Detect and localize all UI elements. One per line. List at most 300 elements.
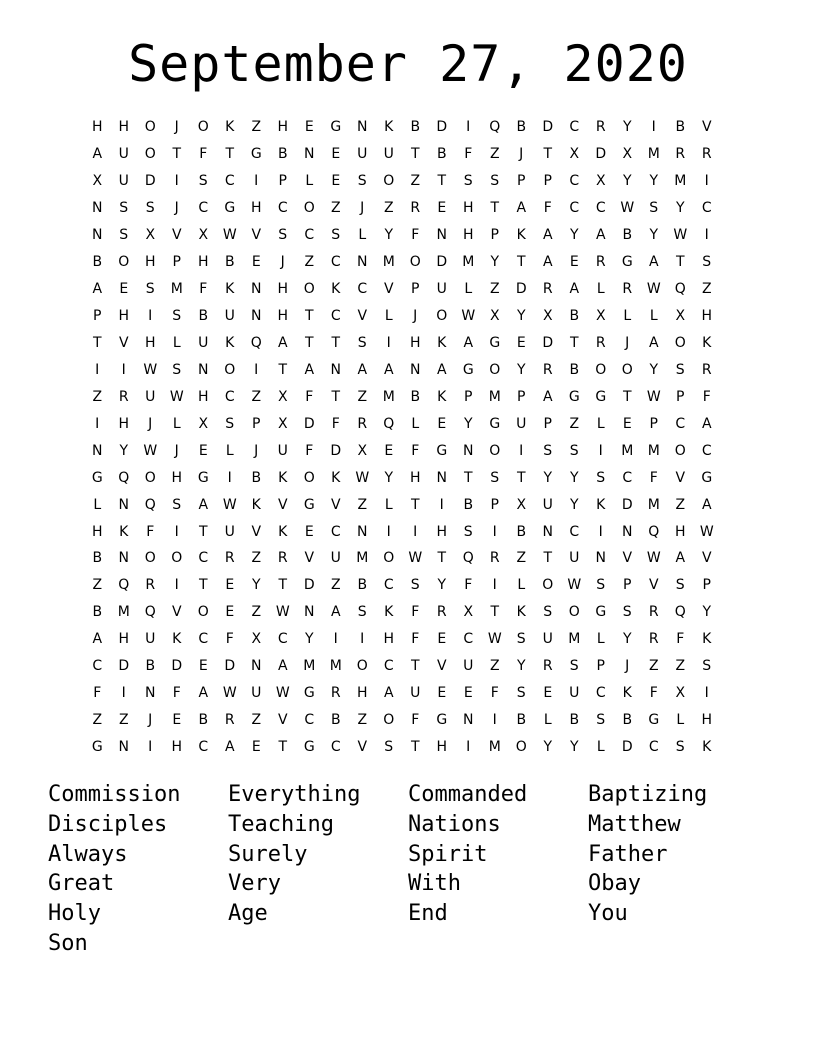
grid-letter: J — [519, 146, 524, 163]
grid-letter: K — [278, 523, 288, 540]
grid-letter: P — [702, 577, 711, 594]
grid-letter: G — [303, 496, 315, 513]
grid-letter: L — [596, 631, 605, 648]
grid-letter: H — [118, 415, 130, 432]
grid-letter: W — [222, 496, 237, 513]
grid-letter: O — [224, 361, 236, 378]
grid-letter: K — [331, 281, 341, 298]
grid-letter: E — [304, 523, 314, 540]
grid-letter: S — [172, 361, 182, 378]
grid-letter: B — [92, 550, 103, 567]
grid-letter: F — [490, 685, 499, 702]
grid-letter: G — [436, 712, 448, 729]
grid-letter: V — [277, 496, 288, 513]
grid-letter: I — [174, 173, 179, 190]
grid-letter: F — [93, 685, 102, 702]
grid-letter: E — [384, 442, 394, 459]
grid-letter: R — [436, 604, 447, 621]
grid-letter: N — [92, 442, 103, 459]
grid-letter: S — [463, 523, 473, 540]
grid-letter: T — [92, 334, 102, 351]
grid-letter: S — [490, 173, 500, 190]
word-list-item: Disciples — [48, 811, 168, 837]
grid-letter: Z — [675, 496, 686, 513]
grid-letter: P — [411, 281, 420, 298]
grid-letter: X — [516, 496, 527, 513]
grid-letter: Q — [144, 496, 156, 513]
grid-letter: U — [569, 550, 580, 567]
grid-letter: Q — [489, 119, 501, 136]
grid-letter: O — [144, 146, 156, 163]
grid-letter: I — [174, 577, 179, 594]
grid-letter: M — [303, 658, 316, 675]
grid-letter: C — [701, 200, 712, 217]
grid-letter: G — [436, 442, 448, 459]
grid-letter: A — [436, 361, 447, 378]
word-list-item: Baptizing — [588, 782, 708, 807]
grid-letter: Q — [118, 469, 130, 486]
grid-letter: I — [413, 523, 418, 540]
grid-letter: K — [278, 469, 288, 486]
grid-letter: O — [515, 739, 527, 756]
grid-letter: I — [466, 119, 471, 136]
grid-letter: A — [383, 361, 394, 378]
grid-letter: Z — [357, 496, 368, 513]
grid-letter: T — [410, 146, 420, 163]
grid-letter: N — [118, 739, 129, 756]
grid-letter: D — [303, 577, 315, 594]
grid-letter: T — [516, 469, 526, 486]
grid-letter: O — [303, 200, 315, 217]
grid-letter: T — [463, 469, 473, 486]
grid-letter: R — [145, 577, 156, 594]
grid-letter: I — [492, 523, 497, 540]
grid-letter: S — [649, 200, 659, 217]
grid-letter: M — [170, 281, 183, 298]
grid-letter: Y — [622, 631, 632, 648]
grid-letter: J — [148, 712, 153, 729]
grid-letter: J — [174, 442, 179, 459]
grid-letter: S — [331, 227, 341, 244]
grid-letter: T — [331, 388, 341, 405]
grid-letter: J — [360, 200, 365, 217]
grid-letter: N — [622, 523, 633, 540]
grid-letter: S — [410, 577, 420, 594]
grid-letter: A — [463, 334, 474, 351]
grid-letter: Z — [330, 577, 341, 594]
grid-letter: L — [596, 281, 605, 298]
grid-letter: D — [436, 119, 448, 136]
grid-letter: B — [516, 523, 527, 540]
grid-letter: S — [702, 658, 712, 675]
grid-letter: K — [437, 334, 447, 351]
word-list-item: Commission — [48, 782, 181, 807]
grid-letter: I — [598, 442, 603, 459]
grid-letter: A — [542, 227, 553, 244]
grid-letter: X — [198, 227, 209, 244]
grid-letter: C — [569, 200, 580, 217]
grid-letter: K — [119, 523, 129, 540]
grid-letter: T — [304, 334, 314, 351]
grid-letter: T — [675, 254, 685, 271]
grid-letter: Q — [250, 334, 262, 351]
grid-letter: Z — [701, 281, 712, 298]
grid-letter: R — [118, 388, 129, 405]
grid-letter: Y — [543, 469, 553, 486]
grid-letter: C — [330, 523, 341, 540]
grid-letter: F — [649, 685, 658, 702]
grid-letter: N — [251, 658, 262, 675]
grid-letter: B — [675, 119, 686, 136]
grid-letter: K — [251, 496, 261, 513]
grid-letter: C — [198, 550, 209, 567]
grid-letter: J — [413, 308, 418, 325]
grid-letter: S — [119, 200, 129, 217]
grid-letter: E — [251, 739, 261, 756]
grid-letter: K — [516, 604, 526, 621]
grid-letter: X — [251, 631, 262, 648]
grid-letter: V — [701, 119, 712, 136]
grid-letter: Y — [490, 254, 500, 271]
grid-letter: S — [384, 739, 394, 756]
grid-letter: U — [118, 173, 129, 190]
grid-letter: C — [224, 173, 235, 190]
grid-letter: O — [409, 254, 421, 271]
grid-letter: H — [409, 334, 421, 351]
grid-letter: W — [222, 685, 237, 702]
grid-letter: D — [595, 146, 607, 163]
grid-letter: Y — [516, 308, 526, 325]
grid-letter: V — [648, 577, 659, 594]
grid-letter: C — [277, 631, 288, 648]
grid-letter: C — [675, 415, 686, 432]
grid-letter: S — [463, 173, 473, 190]
grid-letter: S — [357, 334, 367, 351]
grid-letter: H — [118, 631, 130, 648]
grid-letter: O — [489, 361, 501, 378]
grid-letter: W — [646, 388, 661, 405]
grid-letter: Y — [569, 469, 579, 486]
grid-letter: Q — [648, 523, 660, 540]
grid-letter: U — [145, 388, 156, 405]
grid-letter: X — [675, 685, 686, 702]
grid-letter: Z — [675, 658, 686, 675]
grid-letter: P — [543, 173, 552, 190]
grid-letter: R — [542, 281, 553, 298]
grid-letter: E — [331, 173, 341, 190]
grid-letter: Z — [489, 146, 500, 163]
grid-letter: S — [225, 415, 235, 432]
grid-letter: E — [251, 254, 261, 271]
grid-letter: V — [357, 739, 368, 756]
grid-letter: V — [251, 523, 262, 540]
grid-letter: R — [224, 712, 235, 729]
grid-letter: K — [172, 631, 182, 648]
grid-letter: H — [197, 254, 209, 271]
grid-letter: C — [198, 739, 209, 756]
grid-letter: D — [542, 119, 554, 136]
grid-letter: Z — [489, 658, 500, 675]
word-list-item: Age — [228, 901, 268, 927]
grid-letter: V — [171, 227, 182, 244]
word-list-item: Surely — [228, 841, 308, 867]
grid-letter: H — [436, 739, 448, 756]
grid-letter: U — [330, 550, 341, 567]
grid-letter: S — [596, 577, 606, 594]
word-list-item: Son — [48, 930, 88, 956]
grid-letter: G — [303, 739, 315, 756]
grid-letter: F — [411, 604, 420, 621]
grid-letter: O — [144, 119, 156, 136]
grid-letter: C — [595, 200, 606, 217]
grid-letter: R — [277, 550, 288, 567]
grid-letter: S — [357, 173, 367, 190]
grid-letter: T — [278, 739, 288, 756]
grid-letter: O — [144, 469, 156, 486]
grid-letter: N — [436, 227, 447, 244]
word-list-item: Spirit — [408, 841, 488, 867]
grid-letter: C — [383, 577, 394, 594]
grid-letter: T — [437, 173, 447, 190]
grid-letter: P — [252, 415, 261, 432]
grid-letter: H — [144, 254, 156, 271]
grid-letter: G — [595, 604, 607, 621]
grid-letter: G — [595, 388, 607, 405]
grid-letter: A — [330, 604, 341, 621]
grid-letter: R — [595, 119, 606, 136]
grid-letter: O — [144, 550, 156, 567]
grid-letter: T — [490, 604, 500, 621]
grid-letter: K — [702, 631, 712, 648]
grid-letter: I — [148, 739, 153, 756]
grid-letter: V — [622, 550, 633, 567]
grid-letter: U — [277, 442, 288, 459]
grid-letter: S — [278, 227, 288, 244]
grid-letter: Y — [437, 577, 447, 594]
grid-letter: O — [383, 550, 395, 567]
grid-letter: A — [198, 685, 209, 702]
grid-letter: J — [254, 442, 259, 459]
grid-letter: S — [543, 604, 553, 621]
grid-letter: V — [118, 334, 129, 351]
grid-letter: A — [224, 739, 235, 756]
grid-letter: V — [357, 308, 368, 325]
grid-letter: N — [92, 200, 103, 217]
grid-letter: P — [649, 415, 658, 432]
grid-letter: A — [277, 334, 288, 351]
grid-letter: U — [224, 308, 235, 325]
grid-letter: N — [304, 146, 315, 163]
grid-letter: O — [303, 281, 315, 298]
grid-letter: D — [224, 658, 236, 675]
grid-letter: H — [409, 469, 421, 486]
grid-letter: Z — [92, 577, 103, 594]
grid-letter: G — [303, 685, 315, 702]
grid-letter: A — [92, 146, 103, 163]
grid-letter: G — [621, 254, 633, 271]
grid-letter: F — [146, 523, 155, 540]
grid-letter: C — [92, 658, 103, 675]
grid-letter: T — [198, 577, 208, 594]
grid-letter: H — [277, 308, 289, 325]
grid-letter: I — [360, 631, 365, 648]
grid-letter: X — [357, 442, 368, 459]
word-list-item: Great — [48, 871, 115, 897]
grid-letter: A — [516, 200, 527, 217]
grid-letter: O — [118, 254, 130, 271]
grid-letter: C — [330, 254, 341, 271]
grid-letter: B — [569, 361, 580, 378]
grid-letter: M — [674, 173, 687, 190]
grid-letter: J — [148, 415, 153, 432]
grid-letter: U — [542, 496, 553, 513]
grid-letter: E — [463, 685, 473, 702]
grid-letter: Z — [357, 388, 368, 405]
grid-letter: R — [648, 631, 659, 648]
word-list-item: End — [408, 901, 448, 927]
grid-letter: K — [622, 685, 632, 702]
grid-letter: W — [620, 200, 635, 217]
grid-letter: M — [647, 496, 660, 513]
grid-letter: H — [171, 739, 183, 756]
grid-letter: S — [357, 604, 367, 621]
grid-letter: S — [596, 712, 606, 729]
grid-letter: Y — [649, 361, 659, 378]
grid-letter: H — [356, 685, 368, 702]
grid-letter: B — [436, 146, 447, 163]
grid-letter: L — [384, 496, 393, 513]
grid-letter: F — [543, 200, 552, 217]
grid-letter: K — [702, 739, 712, 756]
grid-letter: G — [701, 469, 713, 486]
grid-letter: V — [436, 658, 447, 675]
grid-letter: V — [701, 550, 712, 567]
grid-letter: B — [569, 308, 580, 325]
grid-letter: L — [358, 227, 367, 244]
grid-letter: B — [92, 604, 103, 621]
grid-letter: O — [303, 469, 315, 486]
grid-letter: B — [224, 254, 235, 271]
grid-letter: F — [676, 631, 685, 648]
grid-letter: N — [330, 361, 341, 378]
grid-letter: Y — [569, 227, 579, 244]
grid-letter: I — [95, 361, 100, 378]
grid-letter: I — [174, 523, 179, 540]
grid-letter: S — [569, 442, 579, 459]
grid-letter: F — [305, 442, 314, 459]
grid-letter: A — [648, 334, 659, 351]
grid-letter: E — [437, 200, 447, 217]
grid-letter: Q — [462, 550, 474, 567]
grid-letter: W — [646, 281, 661, 298]
grid-letter: N — [251, 308, 262, 325]
grid-letter: A — [92, 281, 103, 298]
grid-letter: M — [621, 442, 634, 459]
grid-letter: B — [622, 227, 633, 244]
grid-letter: X — [463, 604, 474, 621]
grid-letter: P — [543, 415, 552, 432]
grid-letter: E — [119, 281, 129, 298]
grid-letter: B — [410, 119, 421, 136]
grid-letter: O — [197, 604, 209, 621]
grid-letter: W — [222, 227, 237, 244]
grid-letter: G — [568, 388, 580, 405]
grid-letter: Q — [118, 577, 130, 594]
grid-letter: U — [436, 281, 447, 298]
grid-letter: T — [410, 658, 420, 675]
grid-letter: N — [92, 227, 103, 244]
grid-letter: L — [411, 415, 420, 432]
grid-letter: N — [118, 496, 129, 513]
grid-letter: E — [437, 685, 447, 702]
grid-letter: F — [305, 388, 314, 405]
grid-letter: T — [304, 308, 314, 325]
grid-letter: Y — [516, 361, 526, 378]
grid-letter: C — [330, 308, 341, 325]
grid-letter: V — [675, 469, 686, 486]
grid-letter: C — [569, 173, 580, 190]
grid-letter: R — [595, 334, 606, 351]
grid-letter: W — [169, 388, 184, 405]
grid-letter: U — [569, 685, 580, 702]
grid-letter: C — [463, 631, 474, 648]
grid-letter: X — [542, 308, 553, 325]
grid-letter: L — [596, 739, 605, 756]
grid-letter: R — [224, 550, 235, 567]
grid-letter: N — [357, 523, 368, 540]
grid-letter: N — [251, 281, 262, 298]
grid-letter: T — [278, 577, 288, 594]
grid-letter: F — [331, 415, 340, 432]
grid-letter: B — [198, 712, 209, 729]
grid-letter: P — [596, 658, 605, 675]
grid-letter: L — [623, 308, 632, 325]
grid-letter: S — [702, 254, 712, 271]
grid-letter: H — [383, 631, 395, 648]
grid-letter: S — [119, 227, 129, 244]
grid-letter: D — [303, 415, 315, 432]
grid-letter: N — [463, 442, 474, 459]
grid-letter: H — [144, 334, 156, 351]
grid-letter: H — [91, 523, 103, 540]
grid-letter: Y — [516, 658, 526, 675]
page-title: September 27, 2020 — [128, 35, 688, 93]
grid-letter: V — [251, 227, 262, 244]
grid-letter: M — [329, 658, 342, 675]
grid-letter: I — [95, 415, 100, 432]
grid-letter: Z — [92, 388, 103, 405]
grid-letter: E — [543, 685, 553, 702]
grid-letter: I — [704, 173, 709, 190]
grid-letter: I — [386, 523, 391, 540]
grid-letter: O — [436, 308, 448, 325]
grid-letter: W — [143, 442, 158, 459]
grid-letter: W — [461, 308, 476, 325]
grid-letter: K — [331, 469, 341, 486]
grid-letter: I — [598, 523, 603, 540]
grid-letter: B — [463, 496, 474, 513]
grid-letter: I — [466, 739, 471, 756]
grid-letter: B — [198, 308, 209, 325]
grid-letter: J — [174, 200, 179, 217]
grid-letter: W — [487, 631, 502, 648]
grid-letter: Y — [569, 739, 579, 756]
grid-letter: A — [357, 361, 368, 378]
grid-letter: K — [702, 334, 712, 351]
grid-letter: G — [648, 712, 660, 729]
grid-letter: S — [596, 469, 606, 486]
grid-letter: R — [701, 361, 712, 378]
